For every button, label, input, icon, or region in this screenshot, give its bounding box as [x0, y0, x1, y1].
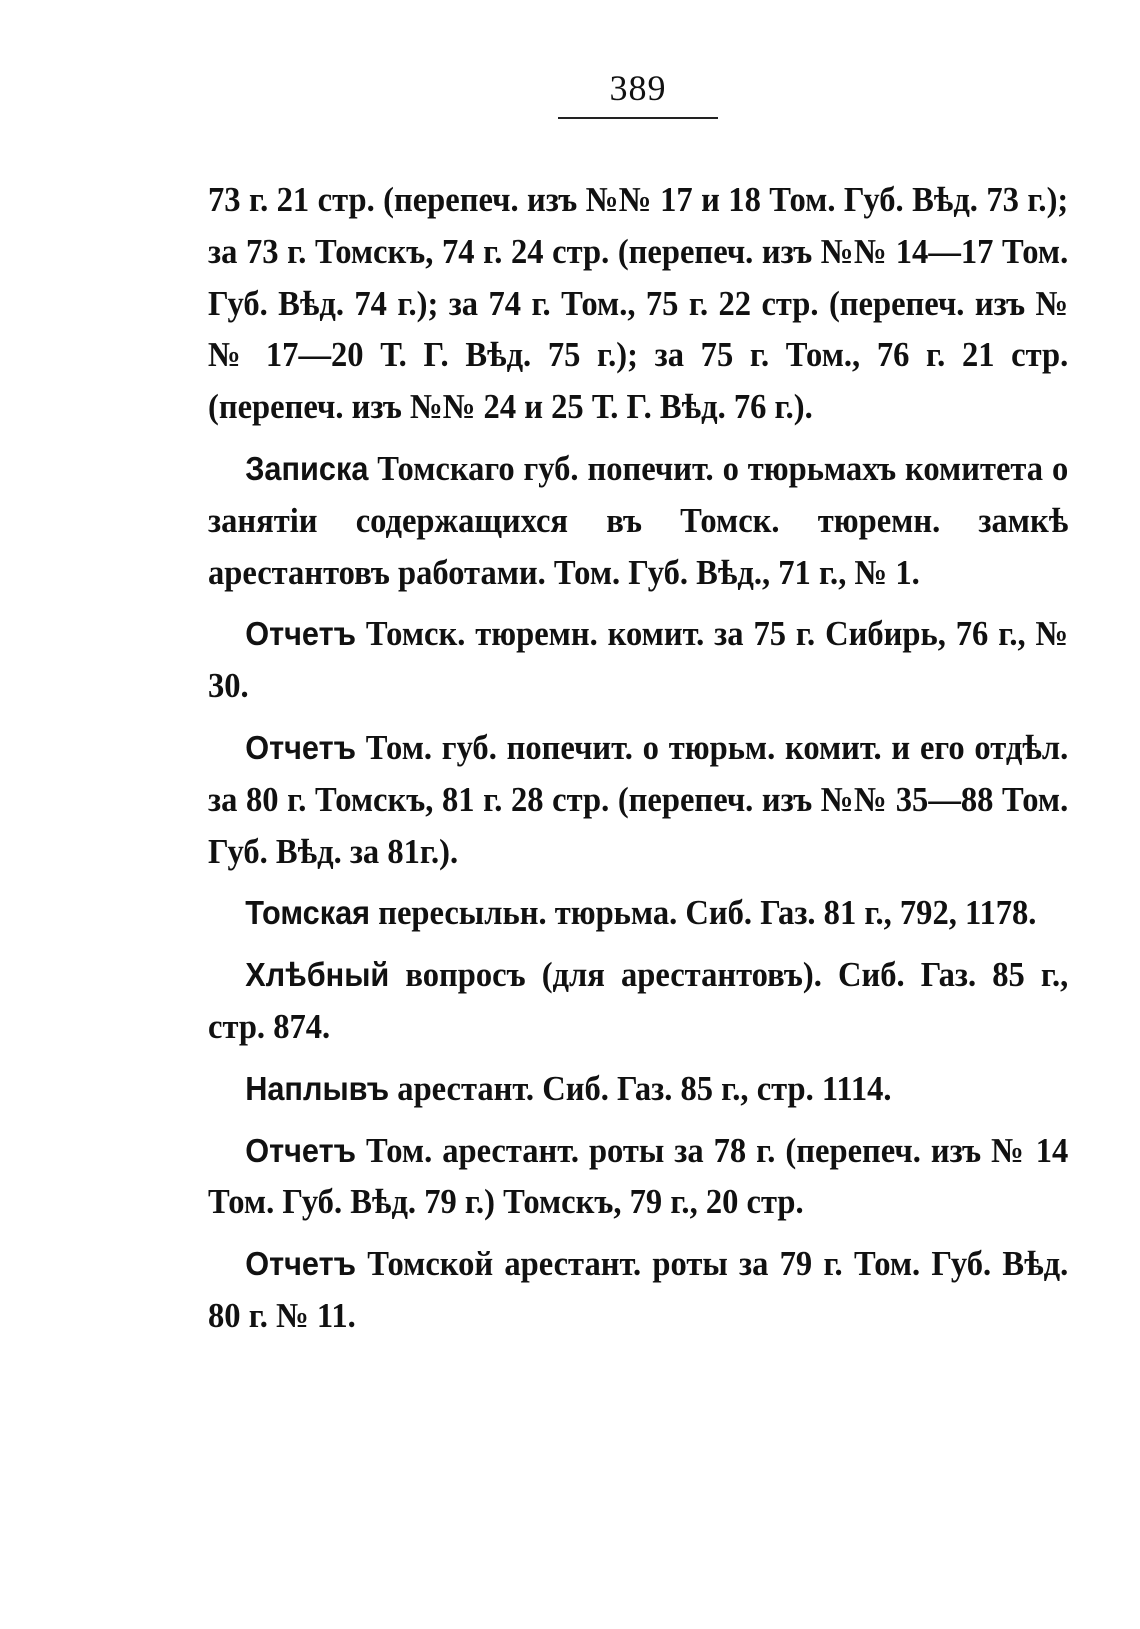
bibliography-entry-continued — [208, 174, 1068, 433]
page-number-rule — [558, 117, 718, 119]
page-number: 389 — [609, 68, 667, 108]
bibliography-entry — [208, 722, 1068, 877]
entry-text: арестант. Сиб. Газ. 85 г., стр. 1114. — [389, 1068, 892, 1108]
bibliography-entry — [208, 443, 1068, 598]
entry-heading: Наплывъ — [245, 1069, 390, 1107]
entry-text: вопросъ (для арестантовъ). Сиб. Газ. 85 г., стр. 874. — [208, 955, 1069, 1046]
entry-text: Томск. тюремн. комит. за 75 г. Сибирь, 76 г., № 30. — [208, 614, 1069, 706]
entry-heading: Отчетъ — [245, 1131, 357, 1169]
entry-text: Том. губ. попечит. о тюрьм. комит. и его отдѣл. за 80 г. Томскъ, 81 г. 28 стр. (перепеч. изъ №№ 35—88 Том. Губ. Вѣд. за 81г.). — [208, 727, 1069, 871]
bibliography-entry — [208, 949, 1068, 1053]
entry-heading: Хлѣбный — [245, 956, 390, 994]
bibliography-text — [208, 174, 1068, 1352]
entry-text: 73 г. 21 стр. (перепеч. изъ №№ 17 и 18 Том. Губ. Вѣд. 73 г.); за 73 г. Томскъ, 74 г. 24 стр. (перепеч. изъ №№ 14—17 Том. Губ. Вѣд. 74 г.); за 74 г. Том., 75 г. 22 стр. (перепеч. изъ №№ 17—20 Т. Г. Вѣд. 75 г.); за 75 г. Том., 76 г. 21 стр. (перепеч. изъ №№ 24 и 25 Т. Г. Вѣд. 76 г.). — [208, 180, 1069, 427]
entry-heading: Отчетъ — [245, 728, 357, 766]
entry-text: Томскаго губ. попечит. о тюрьмахъ комитета о занятіи содержащихся въ Томск. тюремн. замкѣ арестантовъ работами. Том. Губ. Вѣд., 71 г., № 1. — [208, 448, 1069, 592]
entry-heading: Отчетъ — [245, 615, 357, 653]
entry-text: Том. арестант. роты за 78 г. (перепеч. изъ № 14 Том. Губ. Вѣд. 79 г.) Томскъ, 79 г., 20 стр. — [208, 1130, 1069, 1222]
bibliography-entry — [208, 1063, 1068, 1115]
entry-heading: Томская — [245, 894, 371, 932]
entry-text: Томской арестант. роты за 79 г. Том. Губ. Вѣд. 80 г. № 11. — [208, 1244, 1069, 1335]
entry-heading: Записка — [245, 449, 369, 487]
entry-text: пересыльн. тюрьма. Сиб. Газ. 81 г., 792, 1178. — [370, 893, 1037, 933]
bibliography-entry — [208, 1238, 1068, 1342]
entry-heading: Отчетъ — [245, 1245, 357, 1283]
bibliography-entry — [208, 608, 1068, 712]
bibliography-entry — [208, 1125, 1068, 1229]
bibliography-entry — [208, 887, 1068, 939]
